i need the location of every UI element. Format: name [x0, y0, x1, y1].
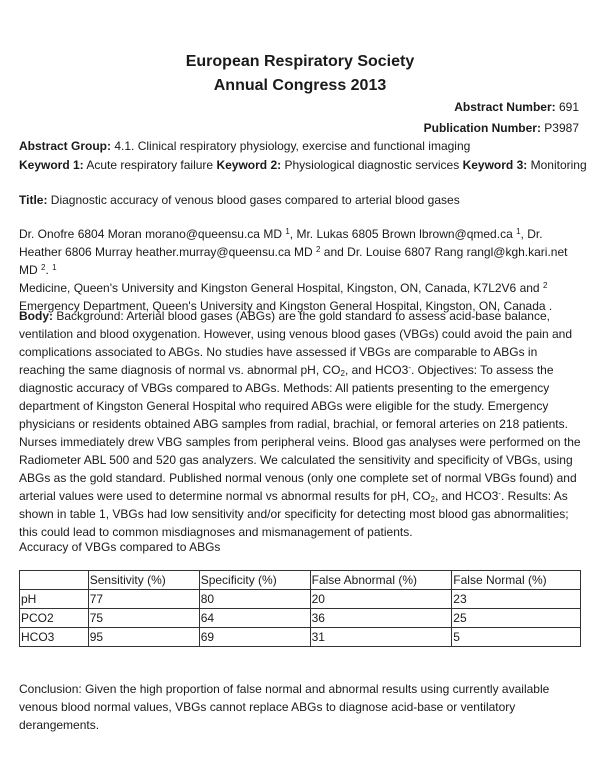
- table-cell: 69: [199, 628, 310, 647]
- authors-affiliations: Dr. Onofre 6804 Moran morano@queensu.ca MD $^1$, Mr. Lukas 6805 Brown lbrown@qmed.ca $^1$, Dr. Heather 6806 Murray heather.murray@queensu.ca MD $^2$ and Dr. Louise 6807 Rang rangl@kgh.kari.net MD $^2$. $^1$ Medicine, Queen's University and Kingston General Hospital, Kingston, ON, Canada, K7L2V6 and $^2$ Emergency Department, Queen's University and Kingston General Hospital, Kingston, ON, Canada .: [19, 227, 568, 313]
- table-header-cell: False Abnormal (%): [310, 571, 452, 590]
- table-row: [20, 628, 581, 647]
- abstract-title: Title: Diagnostic accuracy of venous blood gases compared to arterial blood gases: [19, 193, 460, 207]
- table-cell: 95: [88, 628, 199, 647]
- table-header-cell: False Normal (%): [452, 571, 581, 590]
- table-cell: 75: [88, 609, 199, 628]
- congress-title: European Respiratory Society: [185, 53, 415, 70]
- table-cell: HCO3: [20, 628, 89, 647]
- table-cell: 80: [199, 590, 310, 609]
- keywords: Keyword 1: Acute respiratory failure Keyword 2: Physiological diagnostic services Keyword 3: Monitoring: [19, 158, 587, 172]
- table-row: [20, 590, 581, 609]
- congress-subtitle: Annual Congress 2013: [213, 77, 387, 94]
- abstract-body: Body: Background: Arterial blood gases (ABGs) are the gold standard to assess acid-base balance, ventilation and blood oxygenation. However, using venous blood gases (VBGs) could avoid the pain and complications associated to ABGs. No studies have assessed if VBGs are comparable to ABGs in reaching the same diagnosis of normal vs. abnormal pH, $CO_2$, and HCO3-. Objectives: To assess the diagnostic accuracy of VBGs compared to ABGs. Methods: All patients presenting to the emergency department of Kingston General Hospital who required ABGs were eligible for the study. Emergency physicians or residents obtained ABG samples from radial, brachial, or femoral arteries on 218 patients. Nurses immediately drew VBG samples from peripheral veins. Blood gas analyses were performed on the Radiometer ABL 500 and 520 gas analyzers. We calculated the sensitivity and specificity of VBGs, using ABGs as the gold standard. Published normal venous (only one complete set of normal VBGs found) and arterial values were used to determine normal vs abnormal results for pH, $CO_2$, and HCO3-. Results: As shown in table 1, VBGs had low sensitivity and/or specificity for detecting most blood gas abnormalities; this could lead to common misdiagnoses and mismanagement of patients.: [19, 309, 581, 539]
- table-cell: 23: [452, 590, 581, 609]
- table-row: [20, 609, 581, 628]
- publication-number: Publication Number: P3987: [423, 121, 579, 135]
- table-cell: 20: [310, 590, 452, 609]
- conclusion: Conclusion: Given the high proportion of false normal and abnormal results using currently available venous blood normal values, VBGs cannot replace ABGs to diagnose acid-base or ventilatory derangements.: [19, 682, 550, 732]
- table-header-cell: Specificity (%): [199, 571, 310, 590]
- accuracy-table: [19, 570, 581, 647]
- table-cell: 77: [88, 590, 199, 609]
- table-cell: 64: [199, 609, 310, 628]
- table-cell: pH: [20, 590, 89, 609]
- table-caption: Accuracy of VBGs compared to ABGs: [19, 540, 221, 554]
- table-cell: 36: [310, 609, 452, 628]
- table-header-cell: [20, 571, 89, 590]
- table-header-cell: Sensitivity (%): [88, 571, 199, 590]
- table-cell: 31: [310, 628, 452, 647]
- table-cell: PCO2: [20, 609, 89, 628]
- table-cell: 25: [452, 609, 581, 628]
- abstract-group: Abstract Group: 4.1. Clinical respiratory physiology, exercise and functional imaging: [19, 139, 471, 153]
- abstract-number: Abstract Number: 691: [454, 100, 579, 114]
- table-header-row: [20, 571, 581, 590]
- table-cell: 5: [452, 628, 581, 647]
